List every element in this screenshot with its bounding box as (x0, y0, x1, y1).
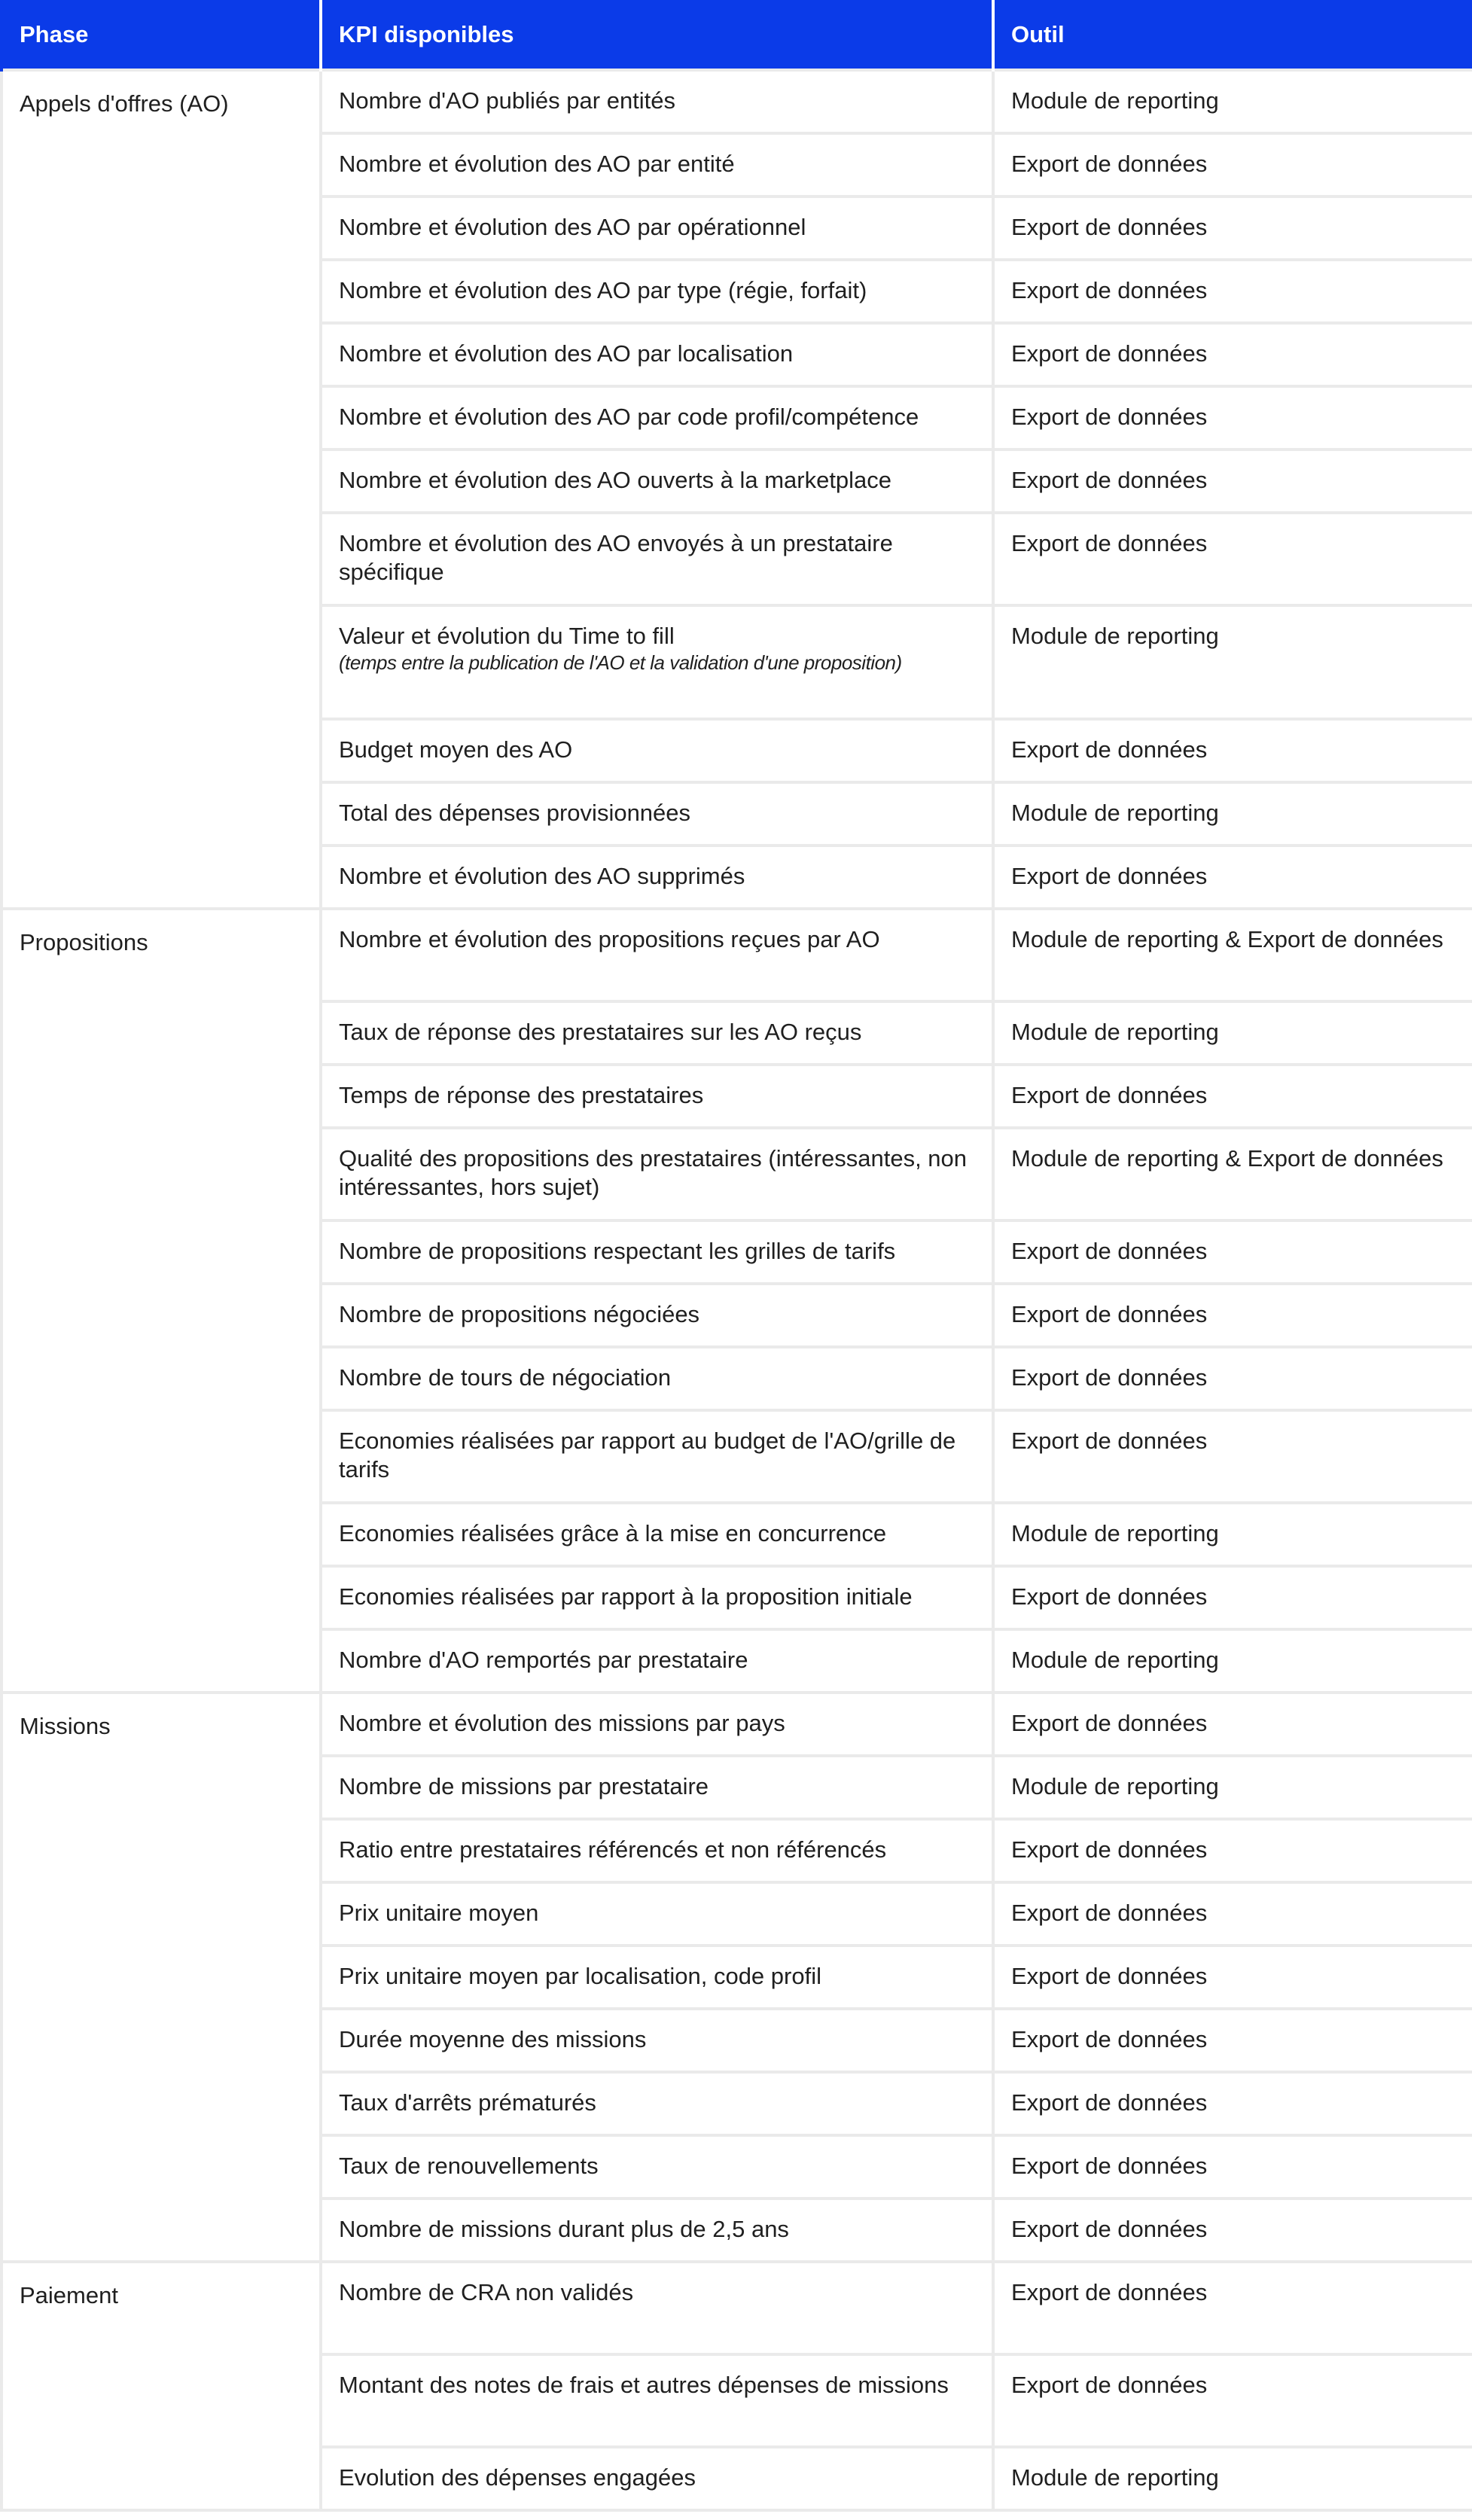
kpi-label: Taux de réponse des prestataires sur les AO reçus (339, 1019, 862, 1045)
tool-cell: Module de reporting (993, 1629, 1472, 1693)
kpi-label: Economies réalisées grâce à la mise en concurrence (339, 1520, 887, 1546)
kpi-label: Qualité des propositions des prestataires (intéressantes, non intéressantes, hors sujet) (339, 1145, 968, 1200)
kpi-cell (321, 605, 993, 719)
kpi-cell (321, 2072, 993, 2135)
tool-cell: Export de données (993, 1410, 1472, 1503)
tool-cell: Export de données (993, 2199, 1472, 2262)
tool-cell: Export de données (993, 1693, 1472, 1756)
tool-cell: Export de données (993, 1946, 1472, 2009)
tool-cell: Export de données (993, 1065, 1472, 1128)
tool-cell: Export de données (993, 513, 1472, 605)
tool-cell: Export de données (993, 1566, 1472, 1629)
tool-cell: Module de reporting (993, 1756, 1472, 1819)
kpi-cell (321, 386, 993, 449)
kpi-cell (321, 1347, 993, 1410)
kpi-label: Nombre et évolution des AO par entité (339, 151, 735, 177)
kpi-cell (321, 909, 993, 1001)
kpi-label: Budget moyen des AO (339, 736, 573, 763)
kpi-label: Total des dépenses provisionnées (339, 800, 691, 826)
kpi-cell (321, 1065, 993, 1128)
phase-cell: Appels d'offres (AO) (2, 70, 321, 909)
table-row (2, 1693, 1472, 1756)
kpi-label: Montant des notes de frais et autres dépenses de missions (339, 2372, 949, 2398)
kpi-cell (321, 70, 993, 133)
tool-cell: Export de données (993, 449, 1472, 513)
kpi-cell (321, 260, 993, 323)
kpi-cell (321, 323, 993, 386)
table-header-row (2, 0, 1472, 70)
kpi-label: Nombre et évolution des AO par code profil/compétence (339, 404, 919, 430)
kpi-label: Nombre et évolution des AO supprimés (339, 863, 745, 889)
kpi-label: Nombre et évolution des missions par pays (339, 1710, 785, 1736)
kpi-label: Nombre de CRA non validés (339, 2279, 634, 2305)
tool-cell: Export de données (993, 323, 1472, 386)
kpi-cell (321, 1503, 993, 1566)
kpi-cell (321, 782, 993, 846)
tool-cell: Module de reporting (993, 70, 1472, 133)
kpi-cell (321, 1284, 993, 1347)
tool-cell: Export de données (993, 2135, 1472, 2199)
kpi-cell (321, 1756, 993, 1819)
tool-cell: Export de données (993, 2009, 1472, 2072)
tool-cell: Module de reporting (993, 2447, 1472, 2510)
kpi-label: Economies réalisées par rapport à la proposition initiale (339, 1583, 913, 1610)
kpi-label: Prix unitaire moyen (339, 1900, 539, 1926)
kpi-cell (321, 1882, 993, 1946)
tool-cell: Export de données (993, 2262, 1472, 2354)
table-row (2, 2262, 1472, 2354)
kpi-label: Nombre de missions par prestataire (339, 1773, 709, 1799)
table-row (2, 909, 1472, 1001)
kpi-cell (321, 1819, 993, 1882)
header-phase: Phase (2, 0, 321, 70)
kpi-cell (321, 2009, 993, 2072)
tool-cell: Export de données (993, 1220, 1472, 1284)
header-kpi: KPI disponibles (321, 0, 993, 70)
tool-cell: Module de reporting (993, 1001, 1472, 1065)
table-row (2, 70, 1472, 133)
kpi-cell (321, 1128, 993, 1220)
kpi-label: Temps de réponse des prestataires (339, 1082, 704, 1108)
kpi-cell (321, 1001, 993, 1065)
kpi-label: Taux de renouvellements (339, 2153, 599, 2179)
tool-cell: Module de reporting & Export de données (993, 1128, 1472, 1220)
kpi-label: Taux d'arrêts prématurés (339, 2089, 596, 2116)
tool-cell: Export de données (993, 719, 1472, 782)
tool-cell: Export de données (993, 1284, 1472, 1347)
kpi-cell (321, 2262, 993, 2354)
kpi-cell (321, 513, 993, 605)
phase-cell: Missions (2, 1693, 321, 2262)
kpi-label: Ratio entre prestataires référencés et non référencés (339, 1836, 887, 1863)
tool-cell: Export de données (993, 1882, 1472, 1946)
kpi-cell (321, 449, 993, 513)
kpi-label: Nombre et évolution des AO par type (régie, forfait) (339, 277, 867, 303)
kpi-cell (321, 133, 993, 197)
kpi-cell (321, 2447, 993, 2510)
phase-cell: Propositions (2, 909, 321, 1693)
tool-cell: Export de données (993, 1819, 1472, 1882)
tool-cell: Module de reporting & Export de données (993, 909, 1472, 1001)
kpi-cell (321, 846, 993, 909)
kpi-cell (321, 197, 993, 260)
kpi-note: (temps entre la publication de l'AO et la validation d'une proposition) (339, 651, 902, 674)
tool-cell: Module de reporting (993, 782, 1472, 846)
kpi-cell (321, 1629, 993, 1693)
kpi-label: Nombre d'AO remportés par prestataire (339, 1647, 748, 1673)
header-tool: Outil (993, 0, 1472, 70)
tool-cell: Export de données (993, 133, 1472, 197)
tool-cell: Export de données (993, 1347, 1472, 1410)
kpi-cell (321, 1693, 993, 1756)
tool-cell: Export de données (993, 2354, 1472, 2447)
tool-cell: Export de données (993, 197, 1472, 260)
kpi-cell (321, 2354, 993, 2447)
phase-cell: Paiement (2, 2262, 321, 2510)
kpi-label: Prix unitaire moyen par localisation, code profil (339, 1963, 821, 1989)
kpi-label: Nombre de missions durant plus de 2,5 ans (339, 2216, 789, 2242)
kpi-cell (321, 2135, 993, 2199)
kpi-label: Nombre et évolution des propositions reçues par AO (339, 926, 880, 952)
kpi-cell (321, 1946, 993, 2009)
kpi-label: Nombre et évolution des AO par localisation (339, 340, 794, 367)
table-body (2, 70, 1472, 2510)
tool-cell: Export de données (993, 260, 1472, 323)
kpi-cell (321, 1220, 993, 1284)
kpi-label: Nombre et évolution des AO envoyés à un prestataire spécifique (339, 530, 893, 585)
kpi-label: Nombre de tours de négociation (339, 1364, 672, 1391)
kpi-label: Nombre et évolution des AO ouverts à la marketplace (339, 467, 892, 493)
kpi-label: Nombre de propositions respectant les grilles de tarifs (339, 1238, 896, 1264)
kpi-label: Nombre d'AO publiés par entités (339, 87, 676, 114)
tool-cell: Export de données (993, 386, 1472, 449)
kpi-label: Evolution des dépenses engagées (339, 2464, 696, 2491)
tool-cell: Export de données (993, 2072, 1472, 2135)
kpi-cell (321, 1410, 993, 1503)
tool-cell: Module de reporting (993, 605, 1472, 719)
kpi-cell (321, 719, 993, 782)
tool-cell: Export de données (993, 846, 1472, 909)
tool-cell: Module de reporting (993, 1503, 1472, 1566)
kpi-label: Nombre de propositions négociées (339, 1301, 700, 1327)
kpi-label: Durée moyenne des missions (339, 2026, 647, 2052)
kpi-cell (321, 2199, 993, 2262)
kpi-cell (321, 1566, 993, 1629)
kpi-label: Nombre et évolution des AO par opérationnel (339, 214, 806, 240)
kpi-label: Valeur et évolution du Time to fill (339, 623, 675, 649)
kpi-label: Economies réalisées par rapport au budget de l'AO/grille de tarifs (339, 1428, 956, 1482)
